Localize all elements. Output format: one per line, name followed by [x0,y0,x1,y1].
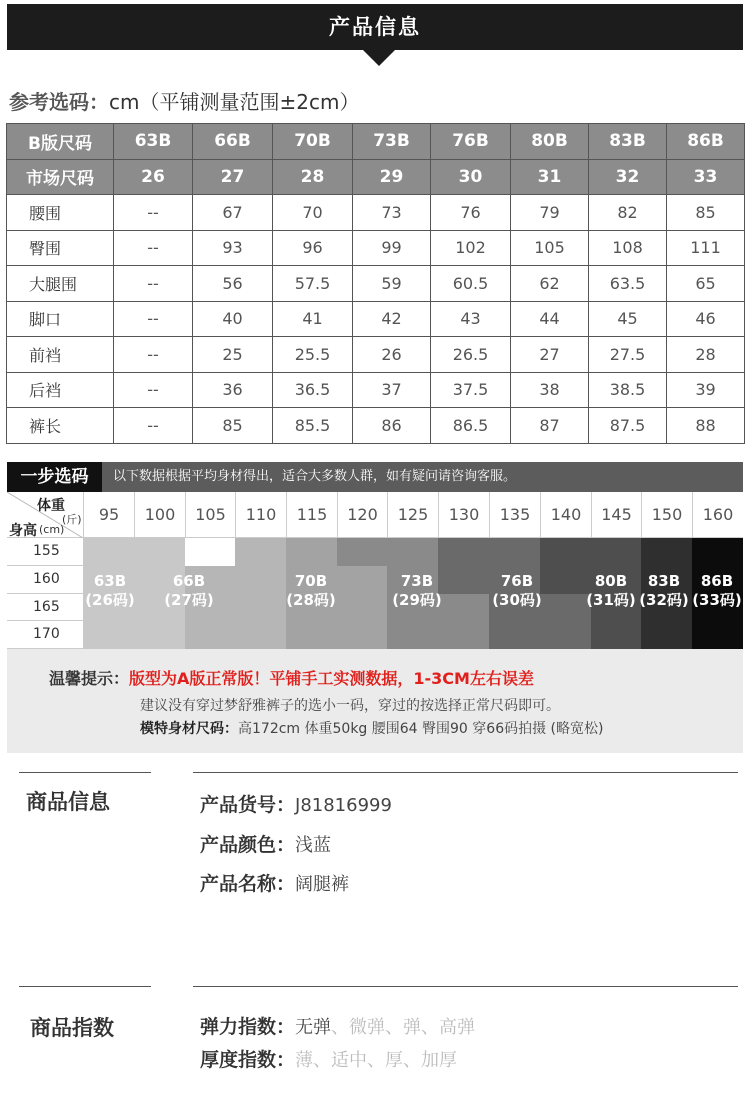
table-cell: 85 [193,408,273,444]
table-cell: 85.5 [273,408,353,444]
divider-left-2 [19,986,151,987]
step-description: 以下数据根据平均身材得出，适合大多数人群，如有疑问请咨询客服。 [113,469,517,484]
table-cell: 76 [431,195,511,231]
weight-column-header: 95 [83,492,134,538]
table-cell: -- [114,337,193,373]
weight-column-header: 160 [692,492,743,538]
table-cell: 70B [273,124,353,160]
table-cell: 99 [353,230,431,266]
table-cell: 42 [353,301,431,337]
table-cell: 93 [193,230,273,266]
table-cell: 25 [193,337,273,373]
table-cell: 96 [273,230,353,266]
table-cell: 80B [511,124,589,160]
table-cell: 32 [589,159,667,195]
table-cell: 56 [193,266,273,302]
size-region [134,538,185,566]
size-market: (28码) [286,591,336,609]
product-sku [200,790,392,817]
table-header-row [7,124,745,160]
elastic-selected: 无弹 [295,1017,332,1038]
table-cell: 66B [193,124,273,160]
thickness-label: 厚度指数： [200,1049,296,1071]
height-weight-grid [7,492,743,649]
header-bar [7,4,743,50]
table-cell: 73B [353,124,431,160]
height-label: 身高 [9,523,37,539]
size-market: (29码) [392,591,442,609]
row-header: 腰围 [7,195,114,231]
table-cell: -- [114,301,193,337]
height-unit: (cm) [39,523,65,536]
size-region [235,566,286,594]
tips-warning-line [49,666,534,689]
table-cell: 73 [353,195,431,231]
weight-label: 体重 [37,498,65,514]
size-market: (31码) [586,591,636,609]
table-cell: 38.5 [589,372,667,408]
size-code: 73B [400,572,434,590]
model-text: 高172cm 体重50kg 腰围64 臀围90 穿66码拍摄 (略宽松) [238,721,604,737]
table-cell: 60.5 [431,266,511,302]
tips-box [7,649,743,753]
table-cell: 33 [667,159,745,195]
table-cell: 65 [667,266,745,302]
row-header: 脚口 [7,301,114,337]
table-row [7,230,745,266]
weight-column-header: 145 [591,492,641,538]
product-color-label: 产品颜色： [200,834,296,856]
table-row [7,266,745,302]
divider-right-1 [193,772,738,773]
divider-right-2 [193,986,738,987]
table-cell: 40 [193,301,273,337]
table-cell: 39 [667,372,745,408]
table-cell: 86 [353,408,431,444]
product-name-label: 产品名称： [200,873,296,895]
table-cell: 108 [589,230,667,266]
table-cell: -- [114,408,193,444]
row-header: 前裆 [7,337,114,373]
weight-column-header: 110 [235,492,286,538]
weight-column-header: 115 [286,492,337,538]
size-region-label [634,572,694,610]
row-header: 大腿围 [7,266,114,302]
weight-column-header: 140 [540,492,591,538]
size-code: 83B [647,572,681,590]
size-table [6,123,745,444]
reference-label: 参考选码： [9,90,109,114]
table-cell: 37.5 [431,372,511,408]
table-cell: 76B [431,124,511,160]
table-cell: 46 [667,301,745,337]
table-cell: 26 [114,159,193,195]
table-cell: 26.5 [431,337,511,373]
row-header: 裤长 [7,408,114,444]
table-cell: 111 [667,230,745,266]
page-title: 产品信息 [329,15,421,39]
table-row [7,372,745,408]
market-size-row [7,159,745,195]
table-cell: 102 [431,230,511,266]
table-cell: 62 [511,266,589,302]
table-cell: -- [114,230,193,266]
table-cell: 105 [511,230,589,266]
product-sku-value: J81816999 [295,795,392,816]
product-sku-label: 产品货号： [200,794,296,816]
table-row [7,337,745,373]
elastic-index [200,1012,475,1039]
table-cell: 26 [353,337,431,373]
table-cell: 27 [193,159,273,195]
size-region-label [687,572,747,610]
size-region-label [281,572,341,610]
product-color [200,830,331,857]
table-cell: 79 [511,195,589,231]
weight-unit: (斤) [62,513,82,526]
size-region-label [487,572,547,610]
table-cell: 37 [353,372,431,408]
table-cell: 63.5 [589,266,667,302]
weight-column-header: 120 [337,492,387,538]
divider-left-1 [19,772,151,773]
weight-column-header: 105 [185,492,235,538]
table-cell: 27.5 [589,337,667,373]
height-row-header: 155 [7,538,83,566]
table-cell: 85 [667,195,745,231]
size-code: 70B [294,572,328,590]
tips-warning: 版型为A版正常版！平铺手工实测数据，1-3CM左右误差 [129,669,534,688]
table-cell: 31 [511,159,589,195]
table-cell: 70 [273,195,353,231]
reference-line [9,86,359,115]
table-cell: 87 [511,408,589,444]
size-region-label [159,572,219,610]
table-cell: 57.5 [273,266,353,302]
size-code: 63B [93,572,127,590]
table-cell: -- [114,195,193,231]
product-name-value: 阔腿裤 [295,874,350,895]
weight-column-header: 150 [641,492,692,538]
size-region [337,538,438,566]
height-row-header: 170 [7,621,83,649]
product-info-title: 商品信息 [26,790,110,814]
height-row-header: 160 [7,566,83,594]
tips-advice: 建议没有穿过梦舒雅裤子的选小一码，穿过的按选择正常尺码即可。 [140,698,560,714]
weight-column-header: 130 [438,492,489,538]
grid-corner [7,492,83,538]
table-cell: 28 [667,337,745,373]
table-row [7,408,745,444]
product-index-title: 商品指数 [30,1016,114,1040]
size-market: (27码) [164,591,214,609]
table-row [7,301,745,337]
row-header: 臀围 [7,230,114,266]
size-region [235,538,286,566]
model-label: 模特身材尺码： [140,721,238,737]
table-cell: 29 [353,159,431,195]
size-code: 76B [500,572,534,590]
size-market: (32码) [639,591,689,609]
step-bar [7,462,743,492]
row-header: 后裆 [7,372,114,408]
size-market: (30码) [492,591,542,609]
product-color-value: 浅蓝 [295,835,332,856]
table-cell: 28 [273,159,353,195]
table-cell: 86B [667,124,745,160]
weight-column-header: 100 [134,492,185,538]
table-cell: 25.5 [273,337,353,373]
header-notch-arrow [363,50,395,66]
table-cell: 87.5 [589,408,667,444]
elastic-label: 弹力指数： [200,1016,296,1038]
size-market: (33码) [692,591,742,609]
table-cell: 86.5 [431,408,511,444]
tips-label: 温馨提示： [49,669,130,688]
weight-column-header: 125 [387,492,438,538]
table-cell: 82 [589,195,667,231]
table-cell: 27 [511,337,589,373]
size-market: (26码) [85,591,135,609]
table-cell: 36 [193,372,273,408]
table-cell: 30 [431,159,511,195]
table-cell: 67 [193,195,273,231]
table-cell: 59 [353,266,431,302]
size-code: 80B [594,572,628,590]
table-cell: 63B [114,124,193,160]
table-cell: -- [114,372,193,408]
row-header: B版尺码 [7,124,114,160]
table-cell: 88 [667,408,745,444]
row-header: 市场尺码 [7,159,114,195]
reference-text: cm（平铺测量范围±2cm） [109,90,360,114]
size-region-label [387,572,447,610]
thickness-index [200,1045,457,1072]
weight-column-header: 135 [489,492,540,538]
table-cell: 44 [511,301,589,337]
table-cell: -- [114,266,193,302]
size-region-label [581,572,641,610]
table-cell: 43 [431,301,511,337]
size-code: 86B [700,572,734,590]
table-cell: 38 [511,372,589,408]
height-row-header: 165 [7,594,83,622]
table-row [7,195,745,231]
table-cell: 36.5 [273,372,353,408]
table-cell: 41 [273,301,353,337]
table-cell: 45 [589,301,667,337]
product-name [200,869,349,896]
elastic-other-options: 、微弹、弹、高弹 [331,1017,476,1038]
table-cell: 83B [589,124,667,160]
thickness-options: 薄、适中、厚、加厚 [295,1050,458,1071]
step-label: 一步选码 [7,462,102,492]
size-region-label [80,572,140,610]
size-code: 66B [172,572,206,590]
tips-model-line [140,718,603,738]
